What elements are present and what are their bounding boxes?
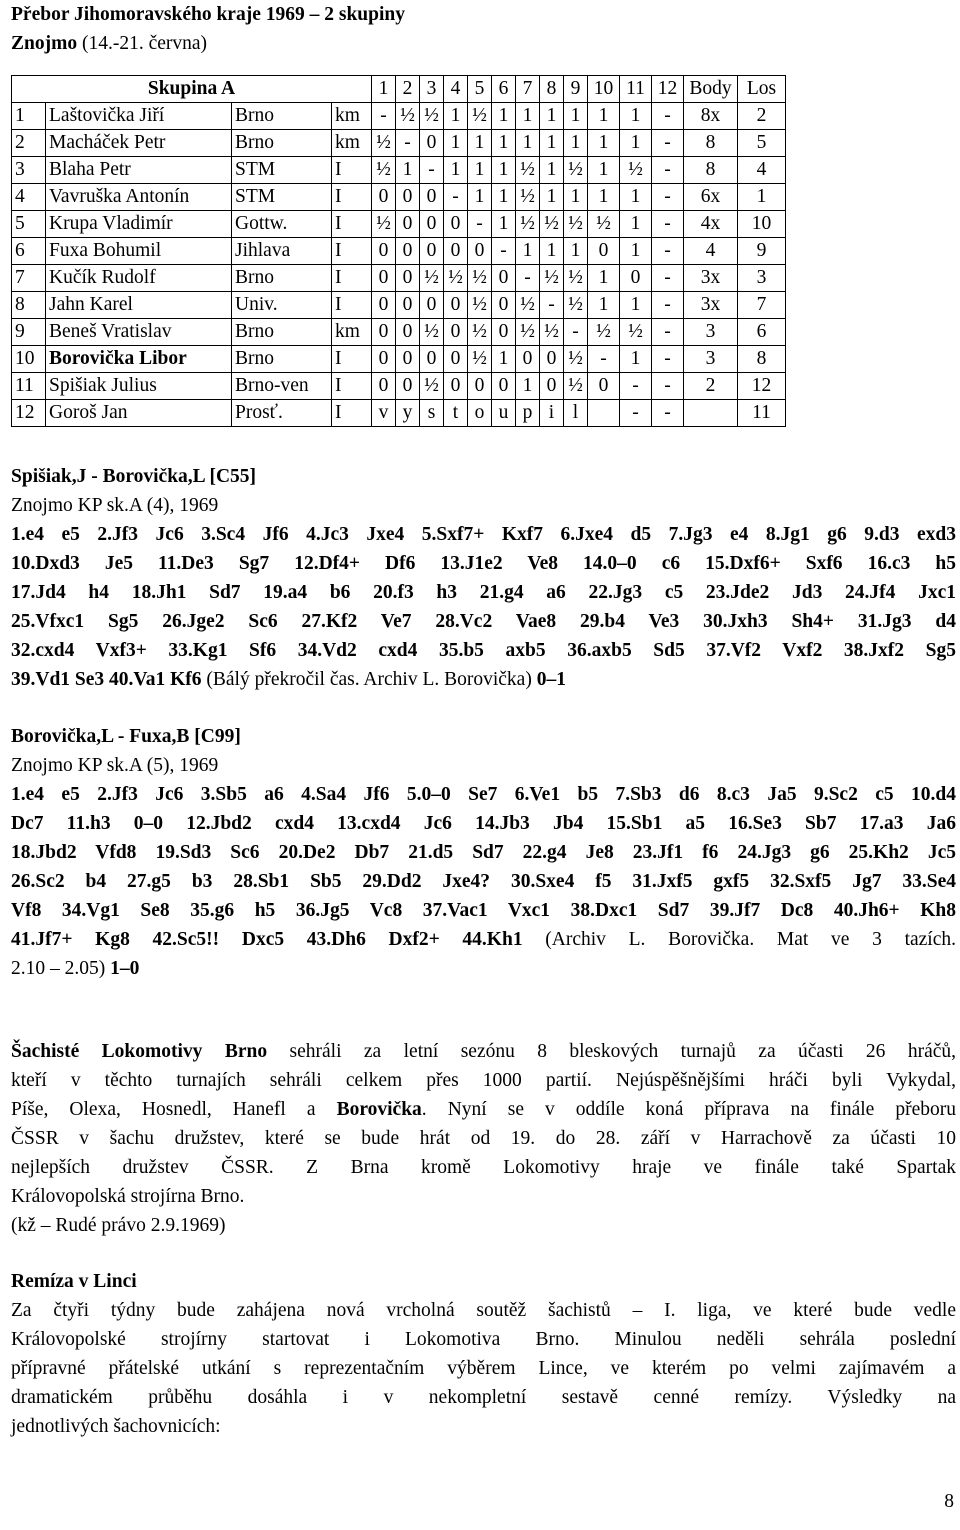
result-cell: 0 [396, 238, 420, 265]
game2-line10 [11, 925, 956, 954]
result-cell: 0 [372, 319, 396, 346]
row-number: 10 [12, 346, 46, 373]
los-cell: 11 [738, 400, 786, 427]
table-row [12, 265, 786, 292]
result-cell: 0 [372, 184, 396, 211]
result-cell: 1 [516, 103, 540, 130]
result-cell: 0 [372, 346, 396, 373]
result-cell: 1 [492, 157, 516, 184]
result-cell: ½ [564, 292, 588, 319]
result-cell: 0 [540, 346, 564, 373]
body-header: Body [684, 76, 738, 103]
article1-bold-start: Šachisté Lokomotivy Brno [11, 1041, 268, 1062]
result-cell: - [420, 157, 444, 184]
result-cell: 0 [396, 292, 420, 319]
player-class: I [332, 184, 372, 211]
round-header: 12 [652, 76, 684, 103]
result-cell: ½ [372, 157, 396, 184]
result-cell: 0 [396, 211, 420, 238]
table-row [12, 184, 786, 211]
round-header: 10 [588, 76, 620, 103]
dates: (14.-21. června) [81, 33, 208, 54]
result-cell: ½ [588, 319, 620, 346]
player-class: km [332, 130, 372, 157]
result-cell: 1 [620, 211, 652, 238]
result-cell: ½ [396, 103, 420, 130]
result-cell: ½ [444, 265, 468, 292]
result-cell: ½ [516, 184, 540, 211]
los-header: Los [738, 76, 786, 103]
player-name: Laštovička Jiří [46, 103, 232, 130]
result-cell: 0 [444, 319, 468, 346]
table-row [12, 319, 786, 346]
result-cell: ½ [564, 346, 588, 373]
result-cell: 1 [588, 184, 620, 211]
game1-moves-line: 25.Vfxc1 Sg5 26.Jge2 Sc6 27.Kf2 Ve7 28.Vc2 Vae8 29.b4 Ve3 30.Jxh3 Sh4+ 31.Jg3 d4 [11, 611, 956, 632]
game2-heading: Borovička,L - Fuxa,B [C99] [11, 726, 241, 747]
game2-event: Znojmo KP sk.A (5), 1969 [11, 755, 219, 776]
player-name: Vavruška Antonín [46, 184, 232, 211]
result-cell: 1 [516, 238, 540, 265]
player-name: Fuxa Bohumil [46, 238, 232, 265]
los-cell: 9 [738, 238, 786, 265]
article2-line: dramatickém průběhu dosáhla i v nekompletní sestavě cenné remízy. Výsledky na [11, 1387, 956, 1408]
result-cell: - [372, 103, 396, 130]
page-title: Přebor Jihomoravského kraje 1969 – 2 skupiny [11, 4, 405, 25]
game1-final-line [11, 665, 956, 694]
round-header: 5 [468, 76, 492, 103]
result-cell: 1 [540, 103, 564, 130]
player-name: Borovička Libor [46, 346, 232, 373]
player-class: I [332, 265, 372, 292]
article1-text: . Nyní se v oddíle koná příprava na finále přeboru [421, 1099, 956, 1120]
result-cell: u [492, 400, 516, 427]
game1-note: (Bálý překročil čas. Archiv L. Borovička) [206, 669, 532, 690]
game2-line10-note: (Archiv L. Borovička. Mat ve 3 tazích. [545, 929, 957, 950]
result-cell: o [468, 400, 492, 427]
article2-line: Královopolské strojírny startovat i Lokomotiva Brno. Minulou neděli sehrála poslední [11, 1329, 956, 1350]
points-cell: 3 [684, 346, 738, 373]
points-cell: 8 [684, 130, 738, 157]
result-cell: 0 [444, 346, 468, 373]
article1-line [11, 1095, 956, 1124]
result-cell: - [652, 292, 684, 319]
game1-heading: Spišiak,J - Borovička,L [C55] [11, 466, 257, 487]
result-cell: y [396, 400, 420, 427]
result-cell: ½ [620, 157, 652, 184]
player-name: Beneš Vratislav [46, 319, 232, 346]
player-class: I [332, 346, 372, 373]
result-cell: ½ [588, 211, 620, 238]
result-cell: 1 [540, 157, 564, 184]
game1-moves-line: 10.Dxd3 Je5 11.De3 Sg7 12.Df4+ Df6 13.J1e2 Ve8 14.0–0 c6 15.Dxf6+ Sxf6 16.c3 h5 [11, 553, 956, 574]
result-cell: ½ [540, 211, 564, 238]
los-cell: 2 [738, 103, 786, 130]
result-cell: 0 [396, 265, 420, 292]
result-cell: 0 [468, 373, 492, 400]
result-cell: 0 [492, 319, 516, 346]
result-cell: 0 [420, 292, 444, 319]
points-cell [684, 400, 738, 427]
player-club: Brno [232, 346, 332, 373]
result-cell: - [652, 400, 684, 427]
result-cell: 1 [588, 292, 620, 319]
result-cell: 0 [420, 184, 444, 211]
row-number: 7 [12, 265, 46, 292]
round-header: 8 [540, 76, 564, 103]
player-club: Brno [232, 265, 332, 292]
article2-line: jednotlivých šachovnicích: [11, 1416, 221, 1437]
result-cell: - [620, 400, 652, 427]
header [11, 0, 405, 58]
round-header: 4 [444, 76, 468, 103]
result-cell: 0 [372, 265, 396, 292]
result-cell: - [620, 373, 652, 400]
article1-text: sehráli za letní sezónu 8 bleskových turnajů za účasti 26 hráčů, [289, 1041, 957, 1062]
player-name: Krupa Vladimír [46, 211, 232, 238]
result-cell: 0 [492, 265, 516, 292]
result-cell: - [540, 292, 564, 319]
result-cell: 1 [540, 184, 564, 211]
player-club: Gottw. [232, 211, 332, 238]
result-cell: 1 [564, 103, 588, 130]
page-number: 8 [944, 1491, 954, 1512]
article-remiza [11, 1267, 956, 1441]
result-cell: 1 [620, 238, 652, 265]
player-name: Spišiak Julius [46, 373, 232, 400]
round-header: 11 [620, 76, 652, 103]
table-row [12, 400, 786, 427]
result-cell: ½ [516, 292, 540, 319]
round-header: 2 [396, 76, 420, 103]
result-cell: ½ [468, 265, 492, 292]
points-cell: 8x [684, 103, 738, 130]
result-cell: ½ [564, 265, 588, 292]
los-cell: 3 [738, 265, 786, 292]
result-cell: ½ [420, 103, 444, 130]
article2-line: Za čtyři týdny bude zahájena nová vrcholná soutěž šachistů – I. liga, ve které bude vedle [11, 1300, 956, 1321]
result-cell: t [444, 400, 468, 427]
points-cell: 8 [684, 157, 738, 184]
result-cell: 0 [516, 346, 540, 373]
game1-moves-line: 17.Jd4 h4 18.Jh1 Sd7 19.a4 b6 20.f3 h3 21.g4 a6 22.Jg3 c5 23.Jde2 Jd3 24.Jf4 Jxc1 [11, 582, 956, 603]
player-club: Brno [232, 130, 332, 157]
result-cell: - [652, 130, 684, 157]
points-cell: 3x [684, 265, 738, 292]
result-cell: 0 [372, 373, 396, 400]
player-club: STM [232, 184, 332, 211]
results-table [11, 75, 786, 427]
result-cell: 0 [444, 211, 468, 238]
table-row [12, 130, 786, 157]
game2-moves-line: 1.e4 e5 2.Jf3 Jc6 3.Sb5 a6 4.Sa4 Jf6 5.0–0 Se7 6.Ve1 b5 7.Sb3 d6 8.c3 Ja5 9.Sc2 c5 10.d4 [11, 784, 956, 805]
result-cell: ½ [468, 103, 492, 130]
los-cell: 5 [738, 130, 786, 157]
table-row [12, 103, 786, 130]
result-cell: 1 [492, 211, 516, 238]
result-cell: 1 [396, 157, 420, 184]
player-club: Jihlava [232, 238, 332, 265]
result-cell: i [540, 400, 564, 427]
game1-moves-line: 32.cxd4 Vxf3+ 33.Kg1 Sf6 34.Vd2 cxd4 35.b5 axb5 36.axb5 Sd5 37.Vf2 Vxf2 38.Jxf2 Sg5 [11, 640, 956, 661]
result-cell: s [420, 400, 444, 427]
result-cell: 1 [620, 130, 652, 157]
game1-moves-line: 1.e4 e5 2.Jf3 Jc6 3.Sc4 Jf6 4.Jc3 Jxe4 5.Sxf7+ Kxf7 6.Jxe4 d5 7.Jg3 e4 8.Jg1 g6 9.d3 exd3 [11, 524, 956, 545]
result-cell: 1 [468, 184, 492, 211]
player-club: Brno [232, 319, 332, 346]
row-number: 2 [12, 130, 46, 157]
result-cell: 0 [492, 373, 516, 400]
points-cell: 3 [684, 319, 738, 346]
game2-line10-moves: 41.Jf7+ Kg8 42.Sc5!! Dxc5 43.Dh6 Dxf2+ 44.Kh1 [11, 929, 523, 950]
los-cell: 7 [738, 292, 786, 319]
round-header: 1 [372, 76, 396, 103]
result-cell: 1 [540, 130, 564, 157]
los-cell: 6 [738, 319, 786, 346]
result-cell: - [396, 130, 420, 157]
game2-moves-line: Vf8 34.Vg1 Se8 35.g6 h5 36.Jg5 Vc8 37.Vac1 Vxc1 38.Dxc1 Sd7 39.Jf7 Dc8 40.Jh6+ Kh8 [11, 900, 956, 921]
result-cell: - [588, 346, 620, 373]
result-cell: ½ [516, 157, 540, 184]
game2-line11 [11, 954, 956, 983]
row-number: 4 [12, 184, 46, 211]
result-cell: 1 [444, 157, 468, 184]
result-cell: ½ [420, 319, 444, 346]
table-row [12, 373, 786, 400]
game1 [11, 462, 956, 694]
player-name: Macháček Petr [46, 130, 232, 157]
row-number: 6 [12, 238, 46, 265]
player-club: Univ. [232, 292, 332, 319]
result-cell: v [372, 400, 396, 427]
result-cell: p [516, 400, 540, 427]
result-cell: 1 [564, 184, 588, 211]
article1-text: Píše, Olexa, Hosnedl, Hanefl a [11, 1099, 316, 1120]
table-row [12, 346, 786, 373]
player-class: km [332, 319, 372, 346]
result-cell: 0 [588, 373, 620, 400]
table-row [12, 157, 786, 184]
result-cell: ½ [372, 130, 396, 157]
result-cell: - [492, 238, 516, 265]
points-cell: 2 [684, 373, 738, 400]
result-cell: - [444, 184, 468, 211]
result-cell: 0 [620, 265, 652, 292]
game1-result: 0–1 [536, 669, 566, 690]
los-cell: 10 [738, 211, 786, 238]
result-cell: 1 [492, 130, 516, 157]
player-name: Blaha Petr [46, 157, 232, 184]
result-cell: 0 [468, 238, 492, 265]
points-cell: 4 [684, 238, 738, 265]
row-number: 5 [12, 211, 46, 238]
result-cell: - [652, 184, 684, 211]
result-cell: 1 [468, 157, 492, 184]
result-cell: ½ [620, 319, 652, 346]
player-name: Goroš Jan [46, 400, 232, 427]
result-cell: 0 [444, 238, 468, 265]
result-cell: 0 [396, 319, 420, 346]
game1-event: Znojmo KP sk.A (4), 1969 [11, 495, 219, 516]
player-club: Brno-ven [232, 373, 332, 400]
game2 [11, 722, 956, 983]
result-cell: ½ [564, 157, 588, 184]
los-cell: 4 [738, 157, 786, 184]
row-number: 3 [12, 157, 46, 184]
result-cell: 0 [420, 130, 444, 157]
result-cell: 1 [492, 184, 516, 211]
result-cell: - [652, 103, 684, 130]
result-cell: ½ [420, 373, 444, 400]
player-class: I [332, 400, 372, 427]
table-row [12, 238, 786, 265]
points-cell: 4x [684, 211, 738, 238]
player-name: Jahn Karel [46, 292, 232, 319]
result-cell: ½ [516, 319, 540, 346]
article2-line: přípravné přátelské utkání s reprezentačním výběrem Lince, ve kterém po velmi zajímavém a [11, 1358, 956, 1379]
article1-line: nejlepších družstev ČSSR. Z Brna kromě Lokomotivy hraje ve finále také Spartak [11, 1157, 956, 1178]
player-class: I [332, 238, 372, 265]
game2-moves-line: Dc7 11.h3 0–0 12.Jbd2 cxd4 13.cxd4 Jc6 14.Jb3 Jb4 15.Sb1 a5 16.Se3 Sb7 17.a3 Ja6 [11, 813, 956, 834]
game2-moves-line: 26.Sc2 b4 27.g5 b3 28.Sb1 Sb5 29.Dd2 Jxe4? 30.Sxe4 f5 31.Jxf5 gxf5 32.Sxf5 Jg7 33.Se4 [11, 871, 956, 892]
table-row [12, 211, 786, 238]
game2-moves-line: 18.Jbd2 Vfd8 19.Sd3 Sc6 20.De2 Db7 21.d5 Sd7 22.g4 Je8 23.Jf1 f6 24.Jg3 g6 25.Kh2 Jc5 [11, 842, 956, 863]
result-cell: - [468, 211, 492, 238]
result-cell: 0 [444, 373, 468, 400]
round-header: 9 [564, 76, 588, 103]
result-cell: 1 [564, 130, 588, 157]
result-cell: 1 [516, 373, 540, 400]
result-cell: 0 [372, 292, 396, 319]
round-header: 7 [516, 76, 540, 103]
round-header: 3 [420, 76, 444, 103]
result-cell: 1 [564, 238, 588, 265]
article1-line: ČSSR v šachu družstev, které se bude hrát od 19. do 28. září v Harrachově za účasti 10 [11, 1128, 956, 1149]
player-class: I [332, 211, 372, 238]
result-cell: ½ [564, 373, 588, 400]
article1-line: kteří v těchto turnajích sehráli celkem přes 1000 partií. Nejúspěšnějšími hráči byli Vykydal, [11, 1070, 956, 1091]
result-cell [588, 400, 620, 427]
result-cell: 0 [492, 292, 516, 319]
row-number: 9 [12, 319, 46, 346]
result-cell: 1 [444, 103, 468, 130]
result-cell: 0 [540, 373, 564, 400]
result-cell: - [652, 373, 684, 400]
round-header: 6 [492, 76, 516, 103]
subtitle [11, 29, 405, 58]
result-cell: ½ [468, 292, 492, 319]
row-number: 12 [12, 400, 46, 427]
player-class: I [332, 157, 372, 184]
group-label: Skupina A [12, 76, 372, 103]
result-cell: 1 [588, 103, 620, 130]
result-cell: - [564, 319, 588, 346]
game2-result: 1–0 [110, 958, 140, 979]
result-cell: - [516, 265, 540, 292]
result-cell: ½ [468, 346, 492, 373]
table-header-row [12, 76, 786, 103]
result-cell: 0 [420, 346, 444, 373]
result-cell: 1 [492, 103, 516, 130]
place: Znojmo [11, 33, 78, 54]
game2-line11-note: 2.10 – 2.05) [11, 958, 106, 979]
row-number: 8 [12, 292, 46, 319]
result-cell: 1 [620, 103, 652, 130]
player-club: Brno [232, 103, 332, 130]
result-cell: 1 [516, 130, 540, 157]
article1-line [11, 1037, 956, 1066]
player-name: Kučík Rudolf [46, 265, 232, 292]
result-cell: ½ [564, 211, 588, 238]
result-cell: - [652, 238, 684, 265]
result-cell: 1 [620, 292, 652, 319]
article1-line: Královopolská strojírna Brno. [11, 1186, 245, 1207]
player-club: STM [232, 157, 332, 184]
table-row [12, 292, 786, 319]
result-cell: 0 [396, 346, 420, 373]
article1-bold-name: Borovička [336, 1099, 422, 1120]
result-cell: ½ [468, 319, 492, 346]
result-cell: 1 [620, 346, 652, 373]
result-cell: 1 [444, 130, 468, 157]
game1-last-moves: 39.Vd1 Se3 40.Va1 Kf6 [11, 669, 202, 690]
result-cell: 1 [468, 130, 492, 157]
result-cell: - [652, 211, 684, 238]
los-cell: 8 [738, 346, 786, 373]
player-class: km [332, 103, 372, 130]
player-class: I [332, 373, 372, 400]
result-cell: - [652, 346, 684, 373]
article-lokomotiva [11, 1037, 956, 1240]
result-cell: ½ [540, 319, 564, 346]
los-cell: 1 [738, 184, 786, 211]
result-cell: - [652, 319, 684, 346]
result-cell: 1 [540, 238, 564, 265]
result-cell: - [652, 157, 684, 184]
points-cell: 3x [684, 292, 738, 319]
result-cell: 1 [588, 265, 620, 292]
row-number: 11 [12, 373, 46, 400]
result-cell: - [652, 265, 684, 292]
result-cell: 1 [492, 346, 516, 373]
result-cell: ½ [420, 265, 444, 292]
result-cell: 0 [372, 238, 396, 265]
result-cell: ½ [372, 211, 396, 238]
points-cell: 6x [684, 184, 738, 211]
result-cell: 0 [420, 238, 444, 265]
result-cell: ½ [516, 211, 540, 238]
player-class: I [332, 292, 372, 319]
los-cell: 12 [738, 373, 786, 400]
result-cell: 1 [588, 157, 620, 184]
result-cell: 0 [396, 373, 420, 400]
article1-source: (kž – Rudé právo 2.9.1969) [11, 1215, 226, 1236]
row-number: 1 [12, 103, 46, 130]
article2-heading: Remíza v Linci [11, 1271, 137, 1292]
player-club: Prosť. [232, 400, 332, 427]
result-cell: 1 [588, 130, 620, 157]
result-cell: 0 [396, 184, 420, 211]
result-cell: ½ [540, 265, 564, 292]
result-cell: 0 [588, 238, 620, 265]
result-cell: 0 [420, 211, 444, 238]
result-cell: 0 [444, 292, 468, 319]
result-cell: l [564, 400, 588, 427]
result-cell: 1 [620, 184, 652, 211]
